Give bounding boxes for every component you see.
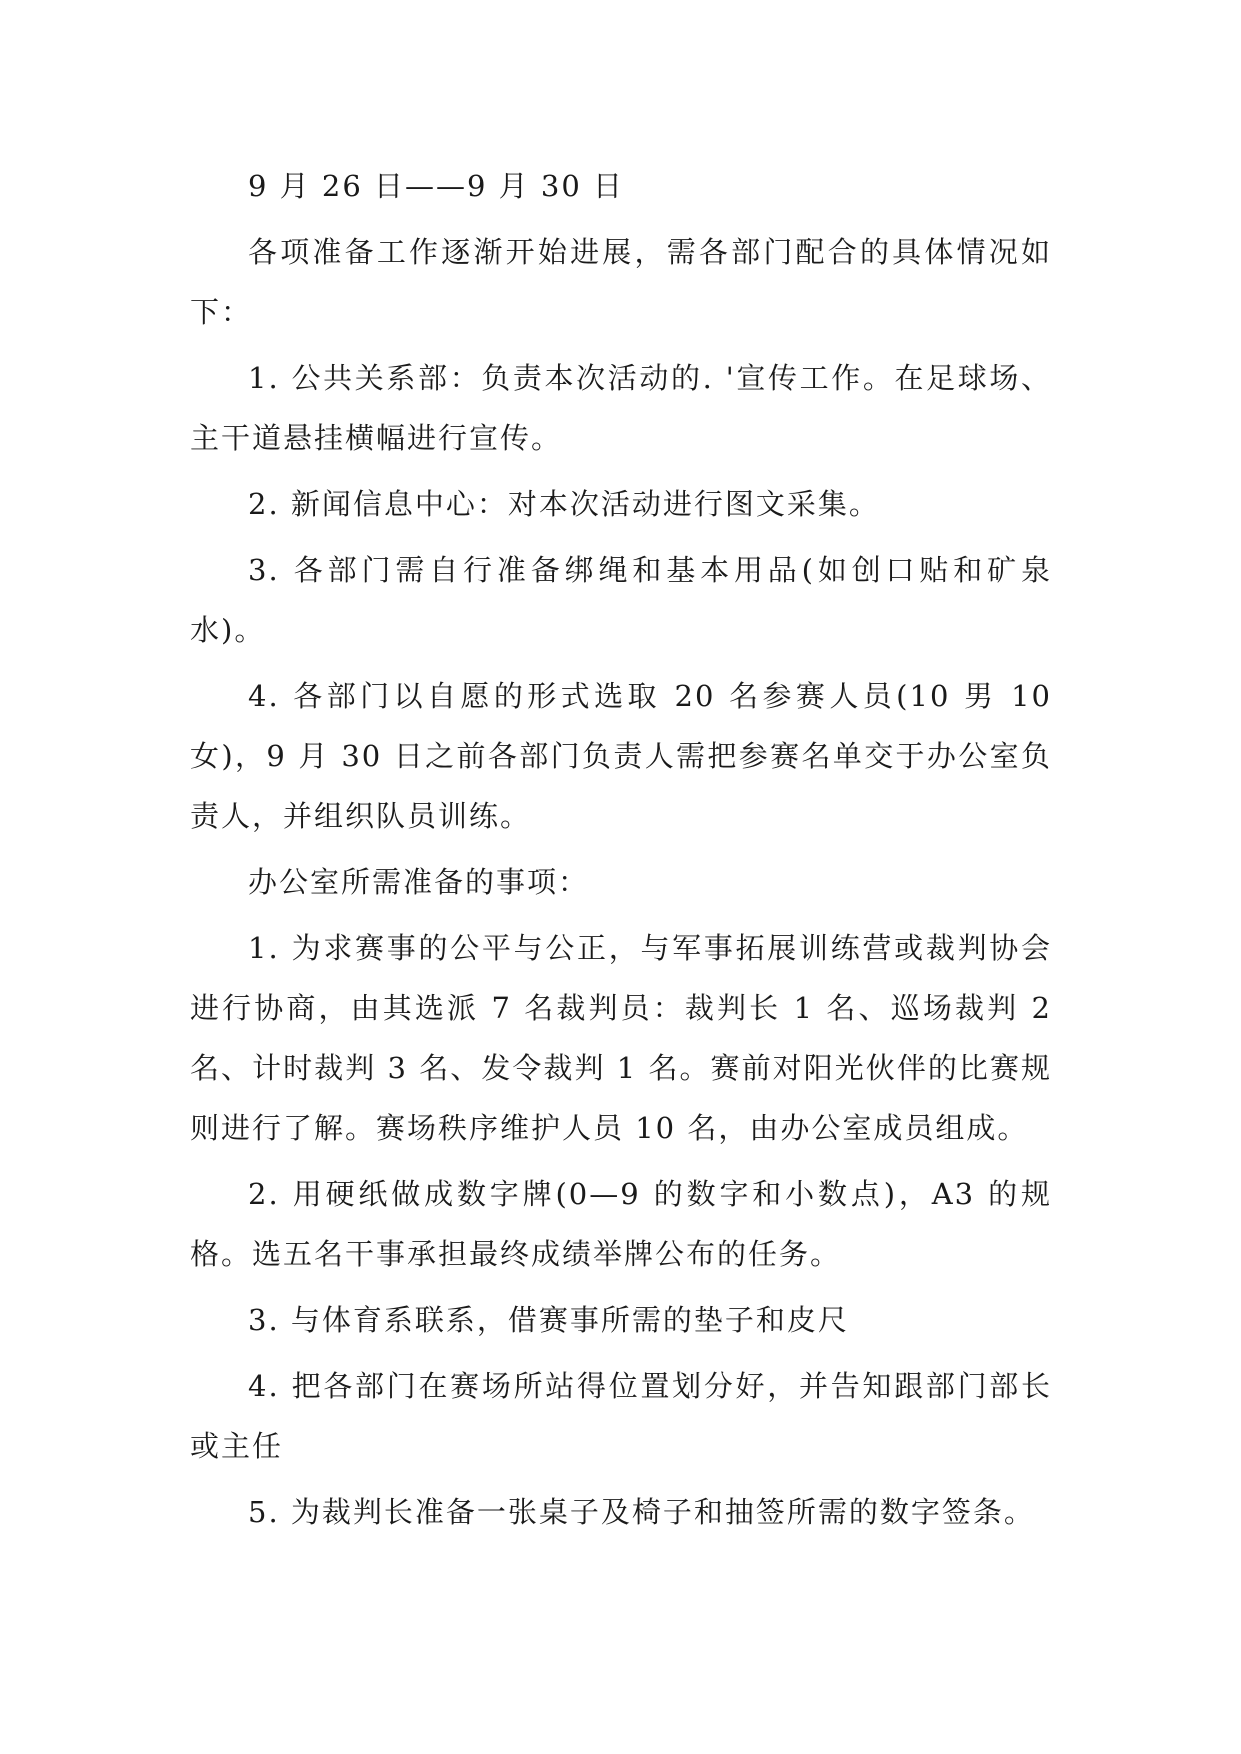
intro-paragraph: 各项准备工作逐渐开始进展，需各部门配合的具体情况如下： xyxy=(190,235,1052,329)
office-item-number-cards: 2. 用硬纸做成数字牌(0—9 的数字和小数点)，A3 的规格。选五名干事承担最终成绩举牌公布的任务。 xyxy=(190,1177,1052,1271)
item-news-center: 2. 新闻信息中心：对本次活动进行图文采集。 xyxy=(248,487,880,521)
item-supplies: 3. 各部门需自行准备绑绳和基本用品(如创口贴和矿泉水)。 xyxy=(190,553,1052,647)
office-section-heading: 办公室所需准备的事项： xyxy=(248,865,590,899)
item-public-relations: 1. 公共关系部：负责本次活动的. '宣传工作。在足球场、主干道悬挂横幅进行宣传。 xyxy=(190,361,1052,455)
document-body xyxy=(190,156,1052,1548)
date-range-line: 9 月 26 日——9 月 30 日 xyxy=(248,169,625,203)
office-item-table-lots: 5. 为裁判长准备一张桌子及椅子和抽签所需的数字签条。 xyxy=(248,1495,1035,1529)
office-item-referees: 1. 为求赛事的公平与公正，与军事拓展训练营或裁判协会进行协商，由其选派 7 名裁判员：裁判长 1 名、巡场裁判 2 名、计时裁判 3 名、发令裁判 1 名。赛前对阳光伙伴的比赛规则进行了解。赛场秩序维护人员 10 名，由办公室成员组成。 xyxy=(190,931,1052,1145)
office-item-equipment: 3. 与体育系联系，借赛事所需的垫子和皮尺 xyxy=(248,1303,849,1337)
item-participants: 4. 各部门以自愿的形式选取 20 名参赛人员(10 男 10 女)，9 月 30 日之前各部门负责人需把参赛名单交于办公室负责人，并组织队员训练。 xyxy=(190,679,1052,833)
office-item-positions: 4. 把各部门在赛场所站得位置划分好，并告知跟部门部长或主任 xyxy=(190,1369,1052,1463)
